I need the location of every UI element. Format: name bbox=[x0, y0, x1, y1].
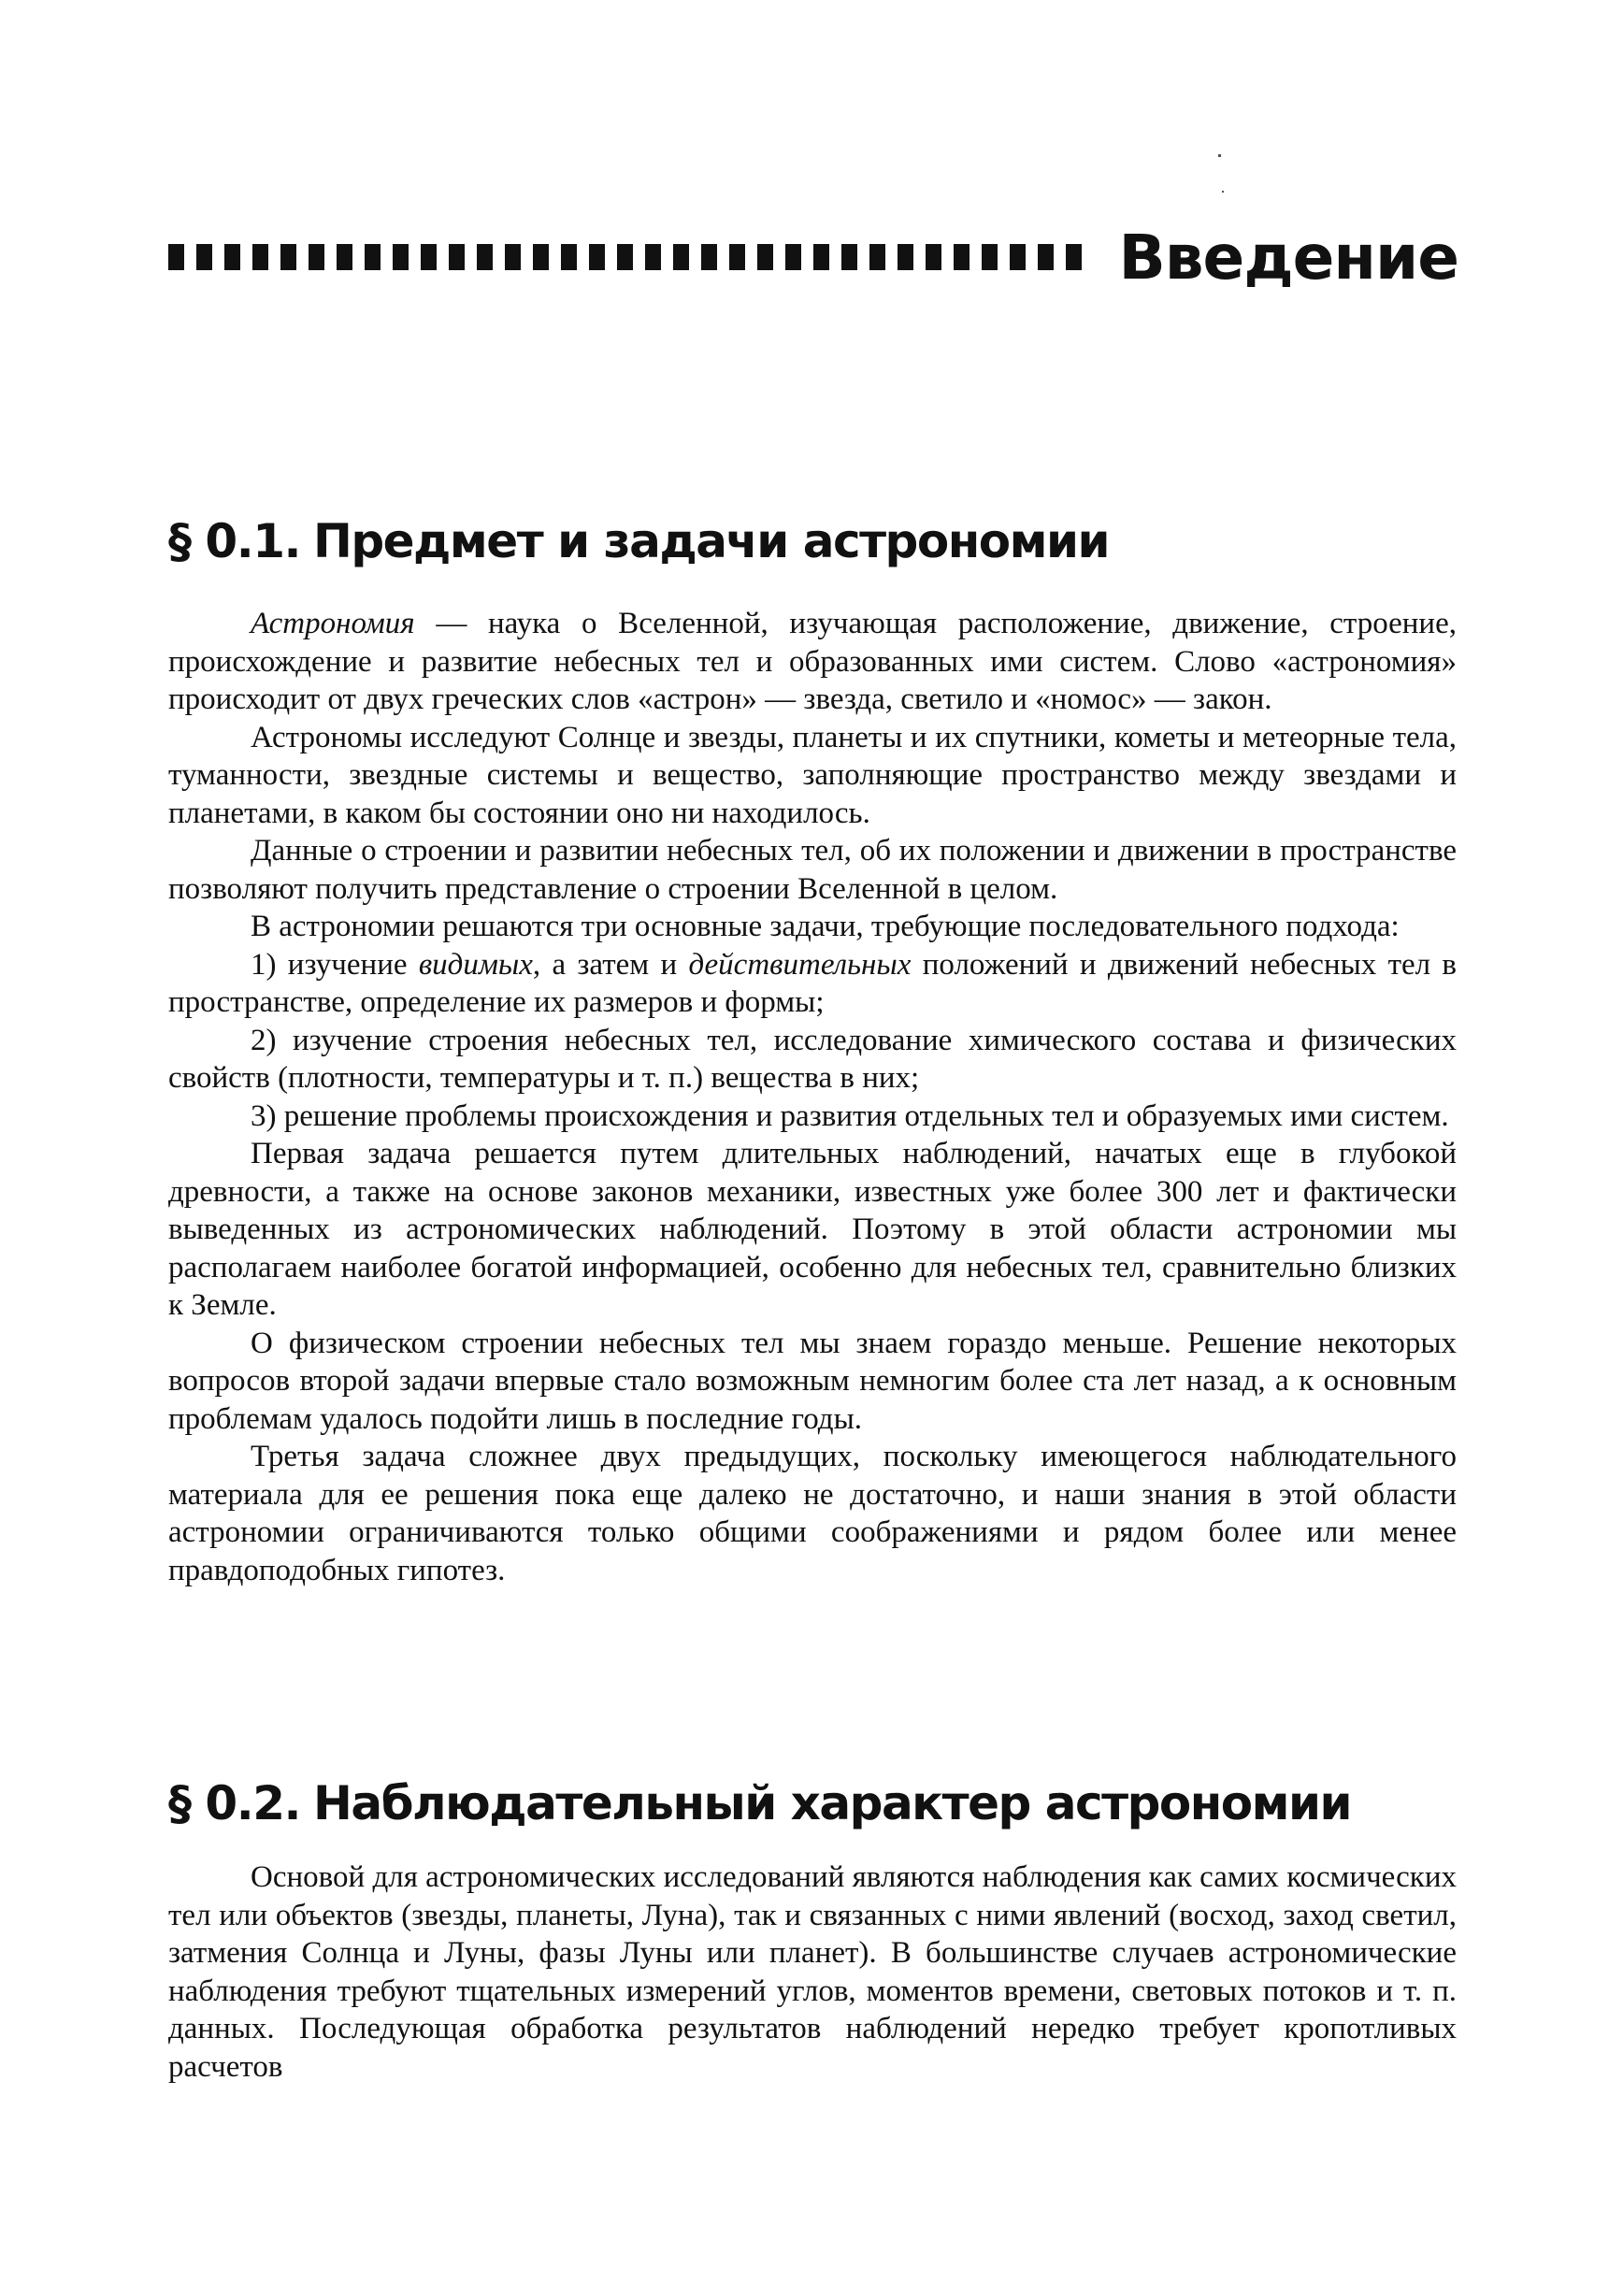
list-item: 1) изучение видимых, а затем и действительных положений и движений небесных тел в пространстве, определение их размеров и формы; bbox=[168, 947, 1458, 1019]
scan-speck bbox=[1222, 191, 1224, 193]
chapter-title: Введение bbox=[1118, 221, 1458, 294]
list-item: 2) изучение строения небесных тел, исследование химического состава и физических свойств (плотности, температуры и т. п.) вещества в них; bbox=[168, 1023, 1457, 1095]
section-number: § 0.1. bbox=[168, 514, 300, 568]
paragraph: В астрономии решаются три основные задачи, требующие последовательного подхода: bbox=[251, 910, 1400, 943]
section-title-text: Предмет и задачи астрономии bbox=[312, 514, 1110, 568]
paragraph: Первая задача решается путем длительных наблюдений, начатых еще в глубокой древности, а также на основе законов механики, известных уже более 300 лет и фактически выведенных из астрономических наблюдений. Поэтому в этой области астрономии мы располагаем наиболее богатой информацией, особенно для небесных тел, сравнительно близких к Земле. bbox=[168, 1137, 1457, 1322]
paragraph: О физическом строении небесных тел мы знаем гораздо меньше. Решение некоторых вопросов второй задачи впервые стало возможным немногим более ста лет назад, а к основным проблемам удалось подойти лишь в последние годы. bbox=[168, 1326, 1457, 1436]
section-number: § 0.2. bbox=[168, 1776, 300, 1830]
paragraph: Основой для астрономических исследований являются наблюдения как самих космических тел или объектов (звезды, планеты, Луна), так и связанных с ними явлений (восход, заход светил, затмения Солнца и Луны, фазы Луны или планет). В большинстве случаев астрономические наблюдения требуют тщательных измерений углов, моментов времени, световых потоков и т. п. данных. Последующая обработка результатов наблюдений нередко требует кропотливых расчетов bbox=[168, 1860, 1457, 2084]
paragraph: Третья задача сложнее двух предыдущих, поскольку имеющегося наблюдательного материала для ее решения пока еще далеко не достаточно, и наши знания в этой области астрономии ограничиваются только общими соображениями и рядом более или менее правдоподобных гипотез. bbox=[168, 1440, 1457, 1587]
list-item: 3) решение проблемы происхождения и развития отдельных тел и образуемых ими систем. bbox=[251, 1098, 1449, 1133]
section-heading bbox=[168, 1776, 1351, 1830]
term: Астрономия bbox=[251, 607, 415, 640]
paragraph: Астрономия — наука о Вселенной, изучающая расположение, движение, строение, происхождение и развитие небесных тел и образованных ими систем. Слово «астрономия» происходит от двух греческих слов «астрон» — звезда, светило и «номос» — закон. bbox=[168, 607, 1457, 716]
dotted-leader bbox=[168, 244, 1094, 270]
section-body bbox=[168, 1858, 1457, 2086]
scan-speck bbox=[1218, 154, 1221, 157]
chapter-header bbox=[168, 206, 1458, 309]
section-title-text: Наблюдательный характер астрономии bbox=[312, 1776, 1352, 1830]
section-body bbox=[168, 605, 1457, 1589]
section-heading bbox=[168, 514, 1109, 568]
paragraph: Астрономы исследуют Солнце и звезды, планеты и их спутники, кометы и метеорные тела, туманности, звездные системы и вещество, заполняющие пространство между звездами и планетами, в каком бы состоянии оно ни находилось. bbox=[168, 720, 1457, 830]
paragraph: Данные о строении и развитии небесных тел, об их положении и движении в пространстве позволяют получить представление о строении Вселенной в целом. bbox=[168, 834, 1457, 906]
